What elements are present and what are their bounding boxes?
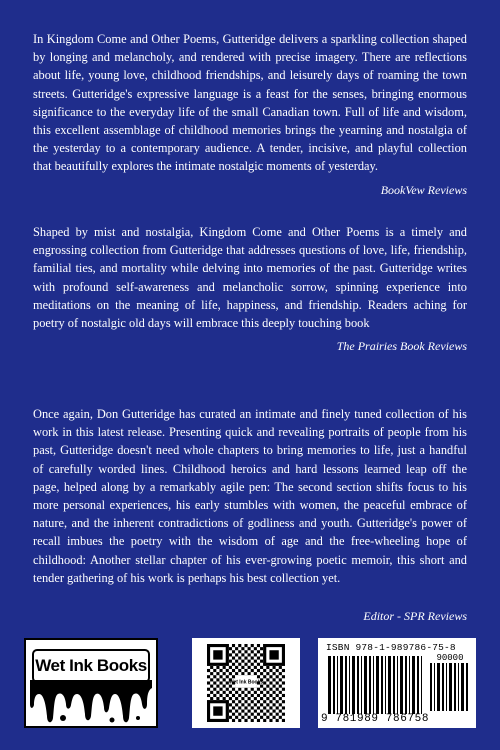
qr-code-image [198, 644, 294, 722]
ink-drip-icon [26, 680, 156, 726]
review-source: BookVew Reviews [380, 182, 467, 197]
addon-number: 90000 [436, 653, 464, 663]
review-source: Editor - SPR Reviews [363, 609, 467, 624]
isbn-barcode [318, 638, 476, 728]
review-source: The Prairies Book Reviews [336, 339, 467, 354]
isbn-label: ISBN 978-1-989786-75-8 [326, 642, 456, 653]
barcode-addon [430, 653, 470, 716]
publisher-logo-text: Wet Ink Books [32, 649, 150, 683]
review-text: Once again, Don Gutteridge has curated an intimate and finely tuned collection of his work in this latest release. Presenting quick and revealing portraits of people from his past, Gutteridge doesn't need whole chapters to bring memories to life, just a handful of carefully worded lines. Childhood heroics and hard lessons learned leap off the page, helped along by a remarkably agile pen: The second section shifts focus to his more personal experiences, his early stumbles with women, the peaceful embrace of nature, and the inherent contradictions of godliness and youth. Gutteridge's power of recall imbues the poetry with the wisdom of age and the free-wheeling hope of childhood: Another stellar chapter of his ever-growing poetic memoir, this short and tender gathering of his work is perhaps his best collection yet. [33, 407, 467, 585]
review-text: In Kingdom Come and Other Poems, Gutteridge delivers a sparkling collection shaped by longing and melancholy, and rendered with precise imagery. There are reflections about life, young love, childhood friendships, and leisurely days of roaming the town streets. Gutteridge's expressive language is a feast for the senses, bringing enormous significance to the everyday life of the small Canadian town. Full of life and wisdom, this excellent assemblage of childhood memories brings the yearning and nostalgia of the yesterday to a contemporary audience. A tender, incisive, and playful collection that beautifully explores the intimate nostalgic moments of yesterday. [33, 32, 467, 174]
review-spr [33, 405, 467, 625]
ean-digits: 9 781989 786758 [321, 713, 430, 725]
barcode-bars [328, 656, 424, 714]
review-bookvew [33, 30, 467, 199]
review-prairies [33, 223, 467, 355]
qr-code [192, 638, 300, 728]
qr-center-label: Wet Ink Books [228, 679, 264, 686]
addon-bars [430, 663, 470, 711]
review-text: Shaped by mist and nostalgia, Kingdom Come and Other Poems is a timely and engrossing collection from Gutteridge that addresses questions of love, life, friendship, familial ties, and mortality while delving into memories of the past. Gutteridge writes with profound self-awareness and melancholic sorrow, spinning experience into meditations on the meaning of life, happiness, and friendship. Readers aching for poetry of nostalgic old days will embrace this deeply touching book [33, 225, 467, 331]
publisher-logo [24, 638, 158, 728]
